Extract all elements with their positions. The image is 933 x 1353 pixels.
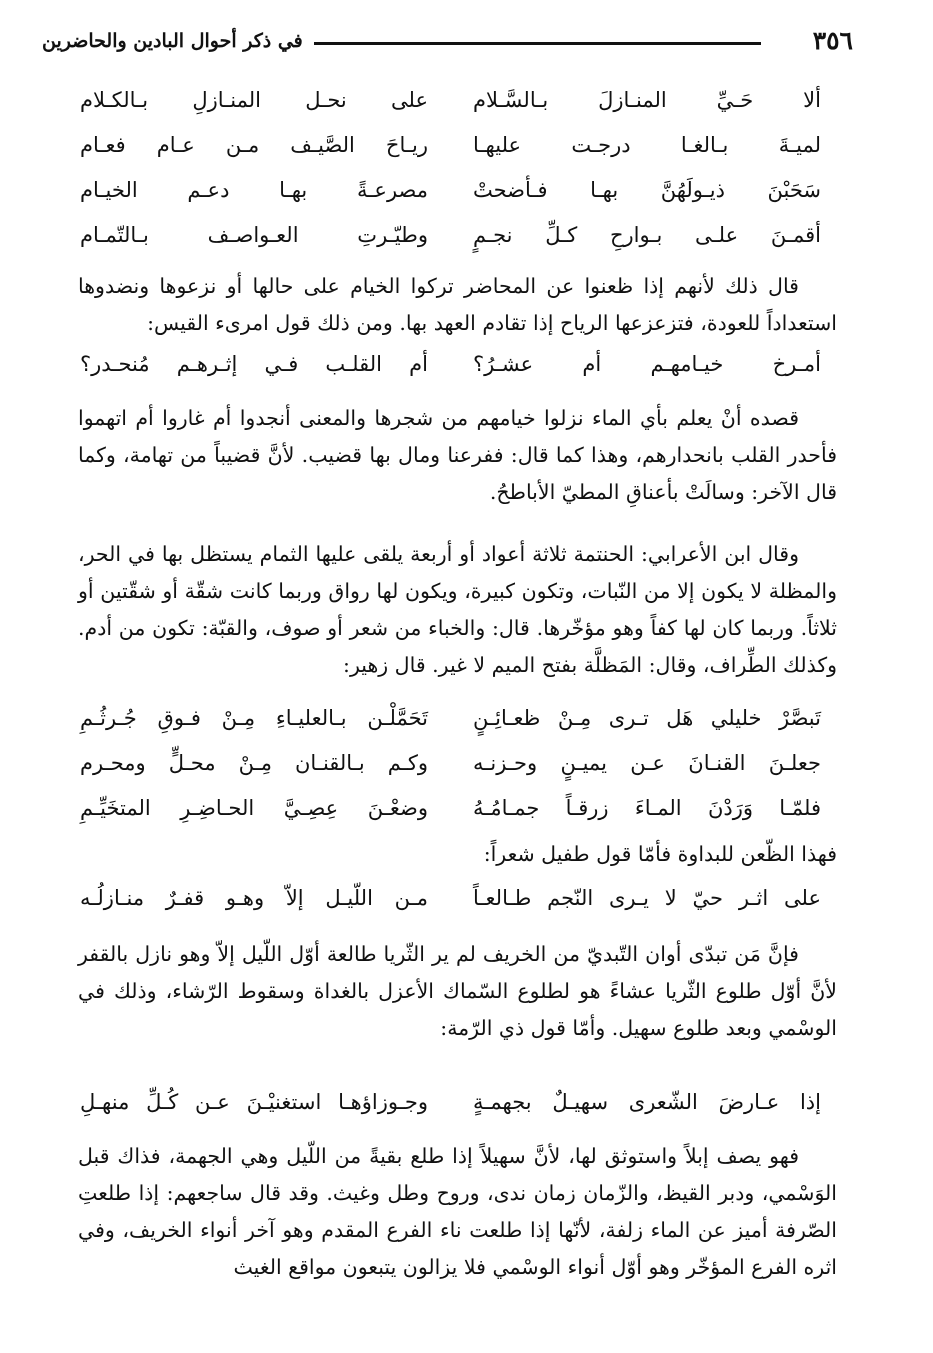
second-hemistich: وضعْـنَ عِصِـيَّ الحـاضِـرِ المتخَيِّـمِ — [80, 796, 428, 820]
paragraph-text: وقال ابن الأعرابي: الحنتمة ثلاثة أعواد أو أربعة يلقى عليها الثمام يستظل بها في الحر، والمظلة لا يكون إلا من النّبات، وتكون كبيرة، ويكون لها رواق وربما كانت شقّة أو شقّتين أو ثلاثاً. وربما كان لها كفاً وهو مؤخّرها. قال: والخباء من شعر أو صوف، والقبّة: تكون من أدم. وكذلك الطِّراف، وقال: المَظلَّة بفتح الميم لا غير. قال زهير: — [78, 542, 837, 677]
verse-line — [80, 706, 821, 751]
paragraph-text: فهذا الظّعن للبداوة فأمّا قول طفيل شعراً: — [483, 842, 837, 866]
verse-line — [80, 178, 821, 223]
verse-line — [80, 886, 821, 931]
paragraph-4 — [78, 836, 837, 873]
header-rule — [314, 42, 761, 45]
paragraph-text: فهو يصف إبلاً واستوثق لها، لأنَّ سهيلاً إذا طلع بقيةً من اللّيل وهي الجهمة، فذاك قبل الوَسْمي، ودبر القيظ، والزّمان زمان ندى، وروح وطل وغيث. وقد قال ساجعهم: إذا طلعتِ الصّرفة أميز عن الماء زلفة، لأنّها إذا طلعت ناء الفرع المقدم وهو آخر أنواء الخريف، وفي اثره الفرع المؤخّر وهو أوّل أنواء الوسْمي فلا يزالون يتبعون مواقع الغيث — [78, 1144, 837, 1279]
first-hemistich: أمـرخ خيـامهـم أم عشـرُ؟ — [473, 352, 821, 376]
page-header — [42, 26, 853, 70]
verse-line — [80, 352, 821, 397]
first-hemistich: على اثـر حيّ لا يـرى النّجم طـالعـاً — [473, 886, 821, 910]
verse-line — [80, 751, 821, 796]
first-hemistich: فلمّـا وَرَدْنَ المـاءَ زرقـاً جمـامُـهُ — [473, 796, 821, 820]
first-hemistich: إذا عـارضَ الشّعرى سهيـلٌ بجهمـةٍ — [473, 1090, 821, 1114]
paragraph-text: قال ذلك لأنهم إذا ظعنوا عن المحاضر تركوا الخيام على حالها أو نزعوها ونضدوها استعداداً للعودة، فتزعزعها الرياح إذا تقادم العهد بها. ومن ذلك قول امرىء القيس: — [78, 274, 837, 335]
poem-block-5 — [80, 1090, 821, 1135]
paragraph-3 — [78, 536, 837, 684]
second-hemistich: مصرعـةً بهـا دعـم الخيـام — [80, 178, 428, 202]
paragraph-6 — [78, 1138, 837, 1286]
paragraph-text: فإنَّ مَن تبدّى أوان التّبديّ من الخريف لم ير الثّريا طالعة أوّل اللّيل إلاّ وهو نازل بالقفر لأنَّ أوّل طلوع الثّريا عشاءً هو لطلوع السّماك الأعزل بالغداة وسقوط الرّشاء، وذلك في الوسْمي وبعد طلوع سهيل. وأمّا قول ذي الرّمة: — [78, 942, 837, 1040]
second-hemistich: وطيّـرتِ العـواصـف بـالتّمـام — [80, 223, 428, 247]
second-hemistich: ريـاحَ الصَّيـف مـن عـام فعـام — [80, 133, 428, 157]
paragraph-2 — [78, 400, 837, 511]
first-hemistich: تَبصَّرْ خليلي هَل تـرى مِـنْ ظعـائِـنٍ — [473, 706, 821, 730]
poem-block-2 — [80, 352, 821, 397]
first-hemistich: ألا حَـيِّ المنـازلَ بـالسَّـلام — [473, 88, 821, 112]
first-hemistich: لميـةَ بـالغـا درجـت عليهـا — [473, 133, 821, 157]
verse-line — [80, 88, 821, 133]
second-hemistich: وجـوزاؤهـا استغنيْـنَ عـن كُـلِّ منهـلِ — [80, 1090, 428, 1114]
verse-line — [80, 223, 821, 268]
second-hemistich: على نحـل المنـازلِ بـالكـلام — [80, 88, 428, 112]
first-hemistich: أقمـنَ علـى بـوارحِ كـلِّ نجـمٍ — [473, 223, 821, 247]
verse-line — [80, 1090, 821, 1135]
poem-block-3 — [80, 706, 821, 841]
second-hemistich: تَحَمَّلْـن بـالعليـاءِ مِـنْ فـوقِ جُـرثُـمِ — [80, 706, 428, 730]
poem-block-1 — [80, 88, 821, 268]
verse-line — [80, 796, 821, 841]
paragraph-1 — [78, 268, 837, 342]
second-hemistich: مـن اللّيـل إلاّ وهـو قفـرٌ منـازلُـه — [80, 886, 428, 910]
paragraph-5 — [78, 936, 837, 1047]
verse-line — [80, 133, 821, 178]
running-title: في ذكر أحوال البادين والحاضرين — [42, 30, 303, 52]
second-hemistich: أم القلـب فـي إثـرهـم مُنحـدر؟ — [80, 352, 428, 376]
page-number: ٣٥٦ — [812, 26, 853, 55]
second-hemistich: وكـم بـالقنـان مِـنْ محـلٍّ ومحـرم — [80, 751, 428, 775]
poem-block-4 — [80, 886, 821, 931]
paragraph-text: قصده أنْ يعلم بأي الماء نزلوا خيامهم من شجرها والمعنى أنجدوا أم غاروا أم اتهموا فأحدر القلب بانحدارهم، وهذا كما قال: ففرعنا ومال بها قضيب. لأنَّ قضيباً من تهامة، وكما قال الآخر: وسالَتْ بأعناقِ المطيّ الأباطحُ. — [78, 406, 837, 504]
first-hemistich: جعلـنَ القنـانَ عـن يميـنٍ وحـزنـه — [473, 751, 821, 775]
first-hemistich: سَحَبْنَ ذيـولَهُنَّ بهـا فـأضحتْ — [473, 178, 821, 202]
